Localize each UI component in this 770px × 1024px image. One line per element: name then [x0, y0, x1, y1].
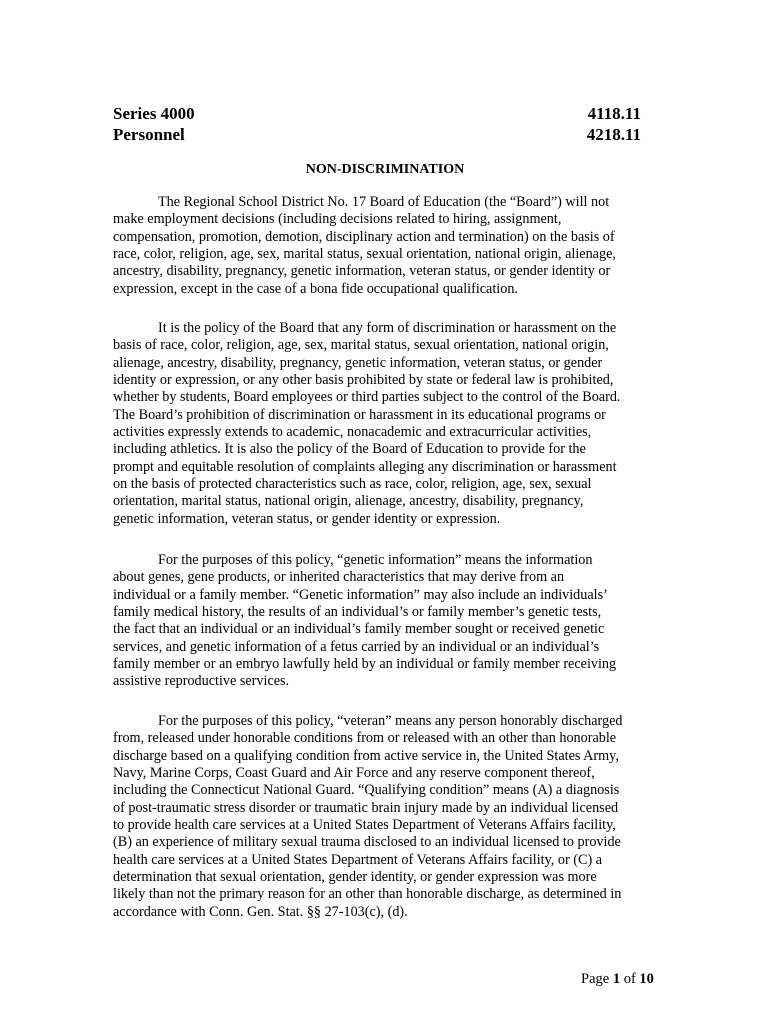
- text-line: prompt and equitable resolution of complaints alleging any discrimination or harassment: [113, 458, 617, 475]
- text-line: health care services at a United States Department of Veterans Affairs facility, or (C) a: [113, 851, 603, 868]
- paragraph-veteran-definition: [113, 713, 658, 921]
- paragraph-genetic-information: [113, 552, 658, 691]
- text-line: activities expressly extends to academic, nonacademic and extracurricular activities,: [113, 424, 592, 441]
- of-label: of: [623, 971, 636, 987]
- text-line: on the basis of protected characteristics such as race, color, religion, age, sex, sexual: [113, 476, 592, 493]
- text-line: family medical history, the results of an individual’s or family member’s genetic tests,: [113, 604, 602, 621]
- text-line: For the purposes of this policy, “genetic information” means the information: [158, 552, 593, 568]
- policy-code-secondary: 4218.11: [586, 125, 641, 144]
- text-line: including athletics. It is also the policy of the Board of Education to provide for the: [113, 441, 586, 458]
- text-line: the fact that an individual or an individual’s family member sought or received genetic: [113, 621, 605, 638]
- text-line: discharge based on a qualifying condition from active service in, the United States Army,: [113, 747, 619, 764]
- text-line: genetic information, veteran status, or gender identity or expression.: [113, 510, 501, 527]
- paragraph-employment-decisions: [113, 194, 658, 298]
- text-line: The Board’s prohibition of discrimination or harassment in its educational programs or: [113, 406, 606, 423]
- header-row-section: [113, 124, 641, 145]
- text-line: Navy, Marine Corps, Coast Guard and Air Force and any reserve component thereof,: [113, 765, 595, 782]
- text-line: basis of race, color, religion, age, sex, marital status, sexual orientation, national origin,: [113, 337, 609, 354]
- section-label: Personnel: [113, 125, 185, 144]
- policy-code-primary: 4118.11: [587, 104, 641, 123]
- text-line: The Regional School District No. 17 Board of Education (the “Board”) will not: [158, 194, 610, 210]
- text-line: (B) an experience of military sexual trauma disclosed to an individual licensed to provide: [113, 834, 621, 851]
- text-line: identity or expression, or any other basis prohibited by state or federal law is prohibited,: [113, 372, 614, 389]
- page-number: [581, 970, 654, 988]
- paragraph-board-policy: [113, 320, 658, 528]
- page-label: Page: [581, 971, 610, 987]
- text-line: services, and genetic information of a fetus carried by an individual or an individual’s: [113, 638, 600, 655]
- text-line: make employment decisions (including decisions related to hiring, assignment,: [113, 211, 562, 228]
- text-line: assistive reproductive services.: [113, 673, 290, 690]
- text-line: to provide health care services at a United States Department of Veterans Affairs facility,: [113, 817, 616, 834]
- text-line: whether by students, Board employees or third parties subject to the control of the Board.: [113, 389, 621, 406]
- text-line: family member or an embryo lawfully held by an individual or family member receiving: [113, 656, 617, 673]
- series-label: Series 4000: [113, 104, 195, 123]
- text-line: expression, except in the case of a bona fide occupational qualification.: [113, 280, 518, 297]
- total-pages: 10: [639, 971, 654, 987]
- text-line: likely than not the primary reason for an other than honorable discharge, as determined in: [113, 886, 622, 903]
- text-line: about genes, gene products, or inherited characteristics that may derive from an: [113, 569, 565, 586]
- text-line: from, released under honorable conditions from or released with an other than honorable: [113, 730, 617, 747]
- text-line: of post-traumatic stress disorder or traumatic brain injury made by an individual licensed: [113, 799, 619, 816]
- text-line: ancestry, disability, pregnancy, genetic information, veteran status, or gender identity or: [113, 263, 611, 280]
- text-line: orientation, marital status, national origin, alienage, ancestry, disability, pregnancy,: [113, 493, 584, 510]
- text-line: alienage, ancestry, disability, pregnancy, genetic information, veteran status, or gender: [113, 354, 603, 371]
- header-row-series: [113, 103, 641, 124]
- text-line: accordance with Conn. Gen. Stat. §§ 27-103(c), (d).: [113, 903, 408, 920]
- text-line: compensation, promotion, demotion, disciplinary action and termination) on the basis of: [113, 228, 615, 245]
- policy-title: NON-DISCRIMINATION: [305, 162, 465, 177]
- text-line: individual or a family member. “Genetic information” may also include an individuals’: [113, 586, 608, 603]
- current-page: 1: [612, 971, 621, 987]
- text-line: including the Connecticut National Guard. “Qualifying condition” means (A) a diagnosis: [113, 782, 620, 799]
- text-line: For the purposes of this policy, “veteran” means any person honorably discharged: [158, 713, 623, 729]
- text-line: It is the policy of the Board that any form of discrimination or harassment on the: [158, 320, 617, 336]
- text-line: race, color, religion, age, sex, marital status, sexual orientation, national origin, alienage,: [113, 246, 616, 263]
- text-line: determination that sexual orientation, gender identity, or gender expression was more: [113, 869, 597, 886]
